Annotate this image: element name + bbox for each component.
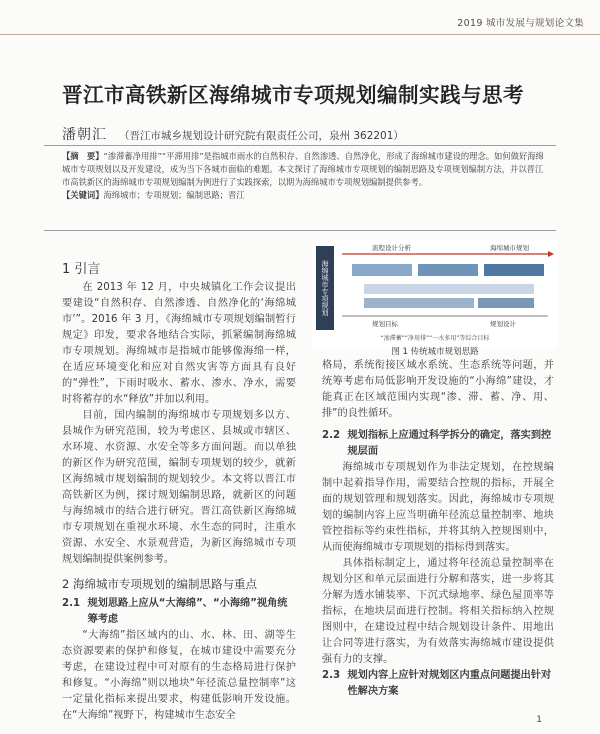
abstract-text: “渗滞蓄净用排”“平滞用排”是指城市雨水的自然积存、自然渗透、自然净化，形成了海绵城市建设的理念。如何做好海绵城市专项规划以及开发建设，成为当下各城市面临的难题。本文探讨了海绵城市专项规划的编制思路及专项规划编制方法，并以晋江市高铁新区的海绵城市专项规划编制为例进行了实践探索，以期为海绵城市专项规划编制提供参考。: [62, 151, 544, 187]
subsection-2-2-paragraph-1: 海绵城市专项规划作为非法定规划，在控规编制中起着指导作用，需要结合控规的指标，开展全面的规划管理和规划落实。因此，海绵城市专项规划的编制内容上应当明确年径流总量控制率、地块管控指标等约束性指标，并将其纳入控规图则中，从而使海绵城市专项规划的指标得到落实。: [322, 462, 554, 553]
paper-title: 晋江市高铁新区海绵城市专项规划编制实践与思考: [62, 83, 524, 107]
subsection-2-1-heading: [62, 596, 296, 628]
header-rule: [0, 34, 600, 35]
author-name: 潘朝汇: [62, 127, 107, 143]
subsection-2-2-heading: [322, 428, 554, 460]
figure-1-diagram: [312, 240, 558, 348]
abstract: [62, 150, 550, 189]
figure-bottom-note: “渗滞蓄”“净用排”“一水多用”等综合目标: [380, 335, 490, 342]
keywords-label: 【关键词】: [62, 190, 104, 200]
abstract-block: [62, 150, 550, 202]
title-rule: [44, 145, 556, 146]
figure-top-label-left: 流程设计分析: [372, 244, 411, 252]
subsection-2-2-number: 2.2: [322, 430, 341, 441]
figure-bar-4: [364, 284, 534, 294]
abstract-label: 【摘 要】: [62, 151, 104, 161]
figure-bottom-label-left: 规划目标: [372, 320, 398, 328]
subsection-2-1-text: “大海绵”指区域内的山、水、林、田、湖等生态资源要素的保护和修复，在城市建设中需要充分考虑，在建设过程中可对原有的生态格局进行保护和修复。“小海绵”则以地块“年径流总量控制率”这一定量化指标来提出要求，构建低影响开发设施。在“大海绵”视野下，构建城市生态安全: [62, 630, 296, 721]
column-right: [322, 358, 554, 700]
running-head: 2019 城市发展与规划论文集: [457, 18, 584, 29]
section-1-heading: 1 引言: [62, 262, 101, 277]
section-1-paragraph-1: 在 2013 年 12 月，中央城镇化工作会议提出要建设“自然积存、自然渗透、自然净化的‘海绵城市’”。2016 年 3 月，《海绵城市专项规划编制暂行规定》印发，要求各地结合实际，抓紧编制海绵城市专项规划。海绵城市是指城市能够像海绵一样，在适应环境变化和应对自然灾害等方面具有良好的“弹性”，下雨时吸水、蓄水、渗水、净水，需要时将蓄存的水“释放”并加以利用。: [62, 282, 296, 405]
section-2-heading: 2 海绵城市专项规划的编制思路与重点: [62, 577, 257, 591]
subsection-2-2-paragraph-2: 具体指标制定上，通过将年径流总量控制率在规划分区和单元层面进行分解和落实，进一步将其分解为透水铺装率、下沉式绿地率、绿色屋顶率等指标，在地块层面进行控制。将相关指标纳入控规图则中，在建设过程中结合规划设计条件、用地出让合同等进行落实，为有效落实海绵城市建设提供强有力的支撑。: [322, 558, 554, 665]
abstract-rule: [44, 230, 556, 231]
author-affiliation: （晋江市城乡规划设计研究院有限责任公司，泉州 362201）: [119, 130, 404, 142]
keywords-text: 海绵城市；专项规划；编制思路；晋江: [103, 190, 245, 200]
figure-bar-6: [478, 298, 534, 308]
subsection-2-3-number: 2.3: [322, 670, 341, 681]
subsection-2-3-heading: [322, 668, 554, 700]
subsection-2-1-number: 2.1: [62, 598, 81, 609]
figure-bar-2: [418, 264, 478, 276]
figure-top-label-right: 海绵城市规划: [490, 244, 529, 252]
figure-left-box-label: 海绵城市专项规划: [321, 260, 329, 316]
figure-bar-5: [364, 298, 474, 308]
subsection-2-2-title: 规划指标上应通过科学拆分的确定，落实到控规层面: [347, 430, 552, 457]
subsection-2-1-title: 规划思路上应从“大海绵”、“小海绵”视角统筹考虑: [87, 598, 288, 625]
keywords: [62, 189, 550, 202]
column-left: [62, 262, 296, 724]
column-right-continuation: 格局，系统衔接区域水系统、生态系统等问题，并统筹考虑布局低影响开发设施的“小海绵”建设，才能真正在区域范围内实现“渗、滞、蓄、净、用、排”的良性循环。: [322, 360, 554, 419]
subsection-2-3-title: 规划内容上应针对规划区内重点问题提出针对性解决方案: [347, 670, 552, 697]
section-1-paragraph-2: 目前，国内编制的海绵城市专项规划多以方、县城作为研究范围，较为考虑区、县城或市辖区、水环境、水资源、水安全等多方面问题。而以单独的新区作为研究范围，编制专项规划的较少，就新区海绵城市规划编制的规划较少。本文将以晋江市高铁新区为例，探讨规划编制思路，就新区的问题与海绵城市的结合进行研究。晋江高铁新区海绵城市专项规划在重视水环境、水生态的同时，注重水资源、水安全、水景观营造，为新区海绵城市专项规划编制提供案例参考。: [62, 410, 296, 565]
page-number: 1: [536, 715, 542, 725]
figure-bar-3: [484, 264, 544, 276]
figure-1-caption: 图 1 传统城市规划思路: [391, 347, 479, 357]
figure-bar-1: [352, 264, 412, 276]
author-line: [62, 124, 404, 144]
figure-bottom-label-right: 规划设计: [490, 320, 516, 328]
